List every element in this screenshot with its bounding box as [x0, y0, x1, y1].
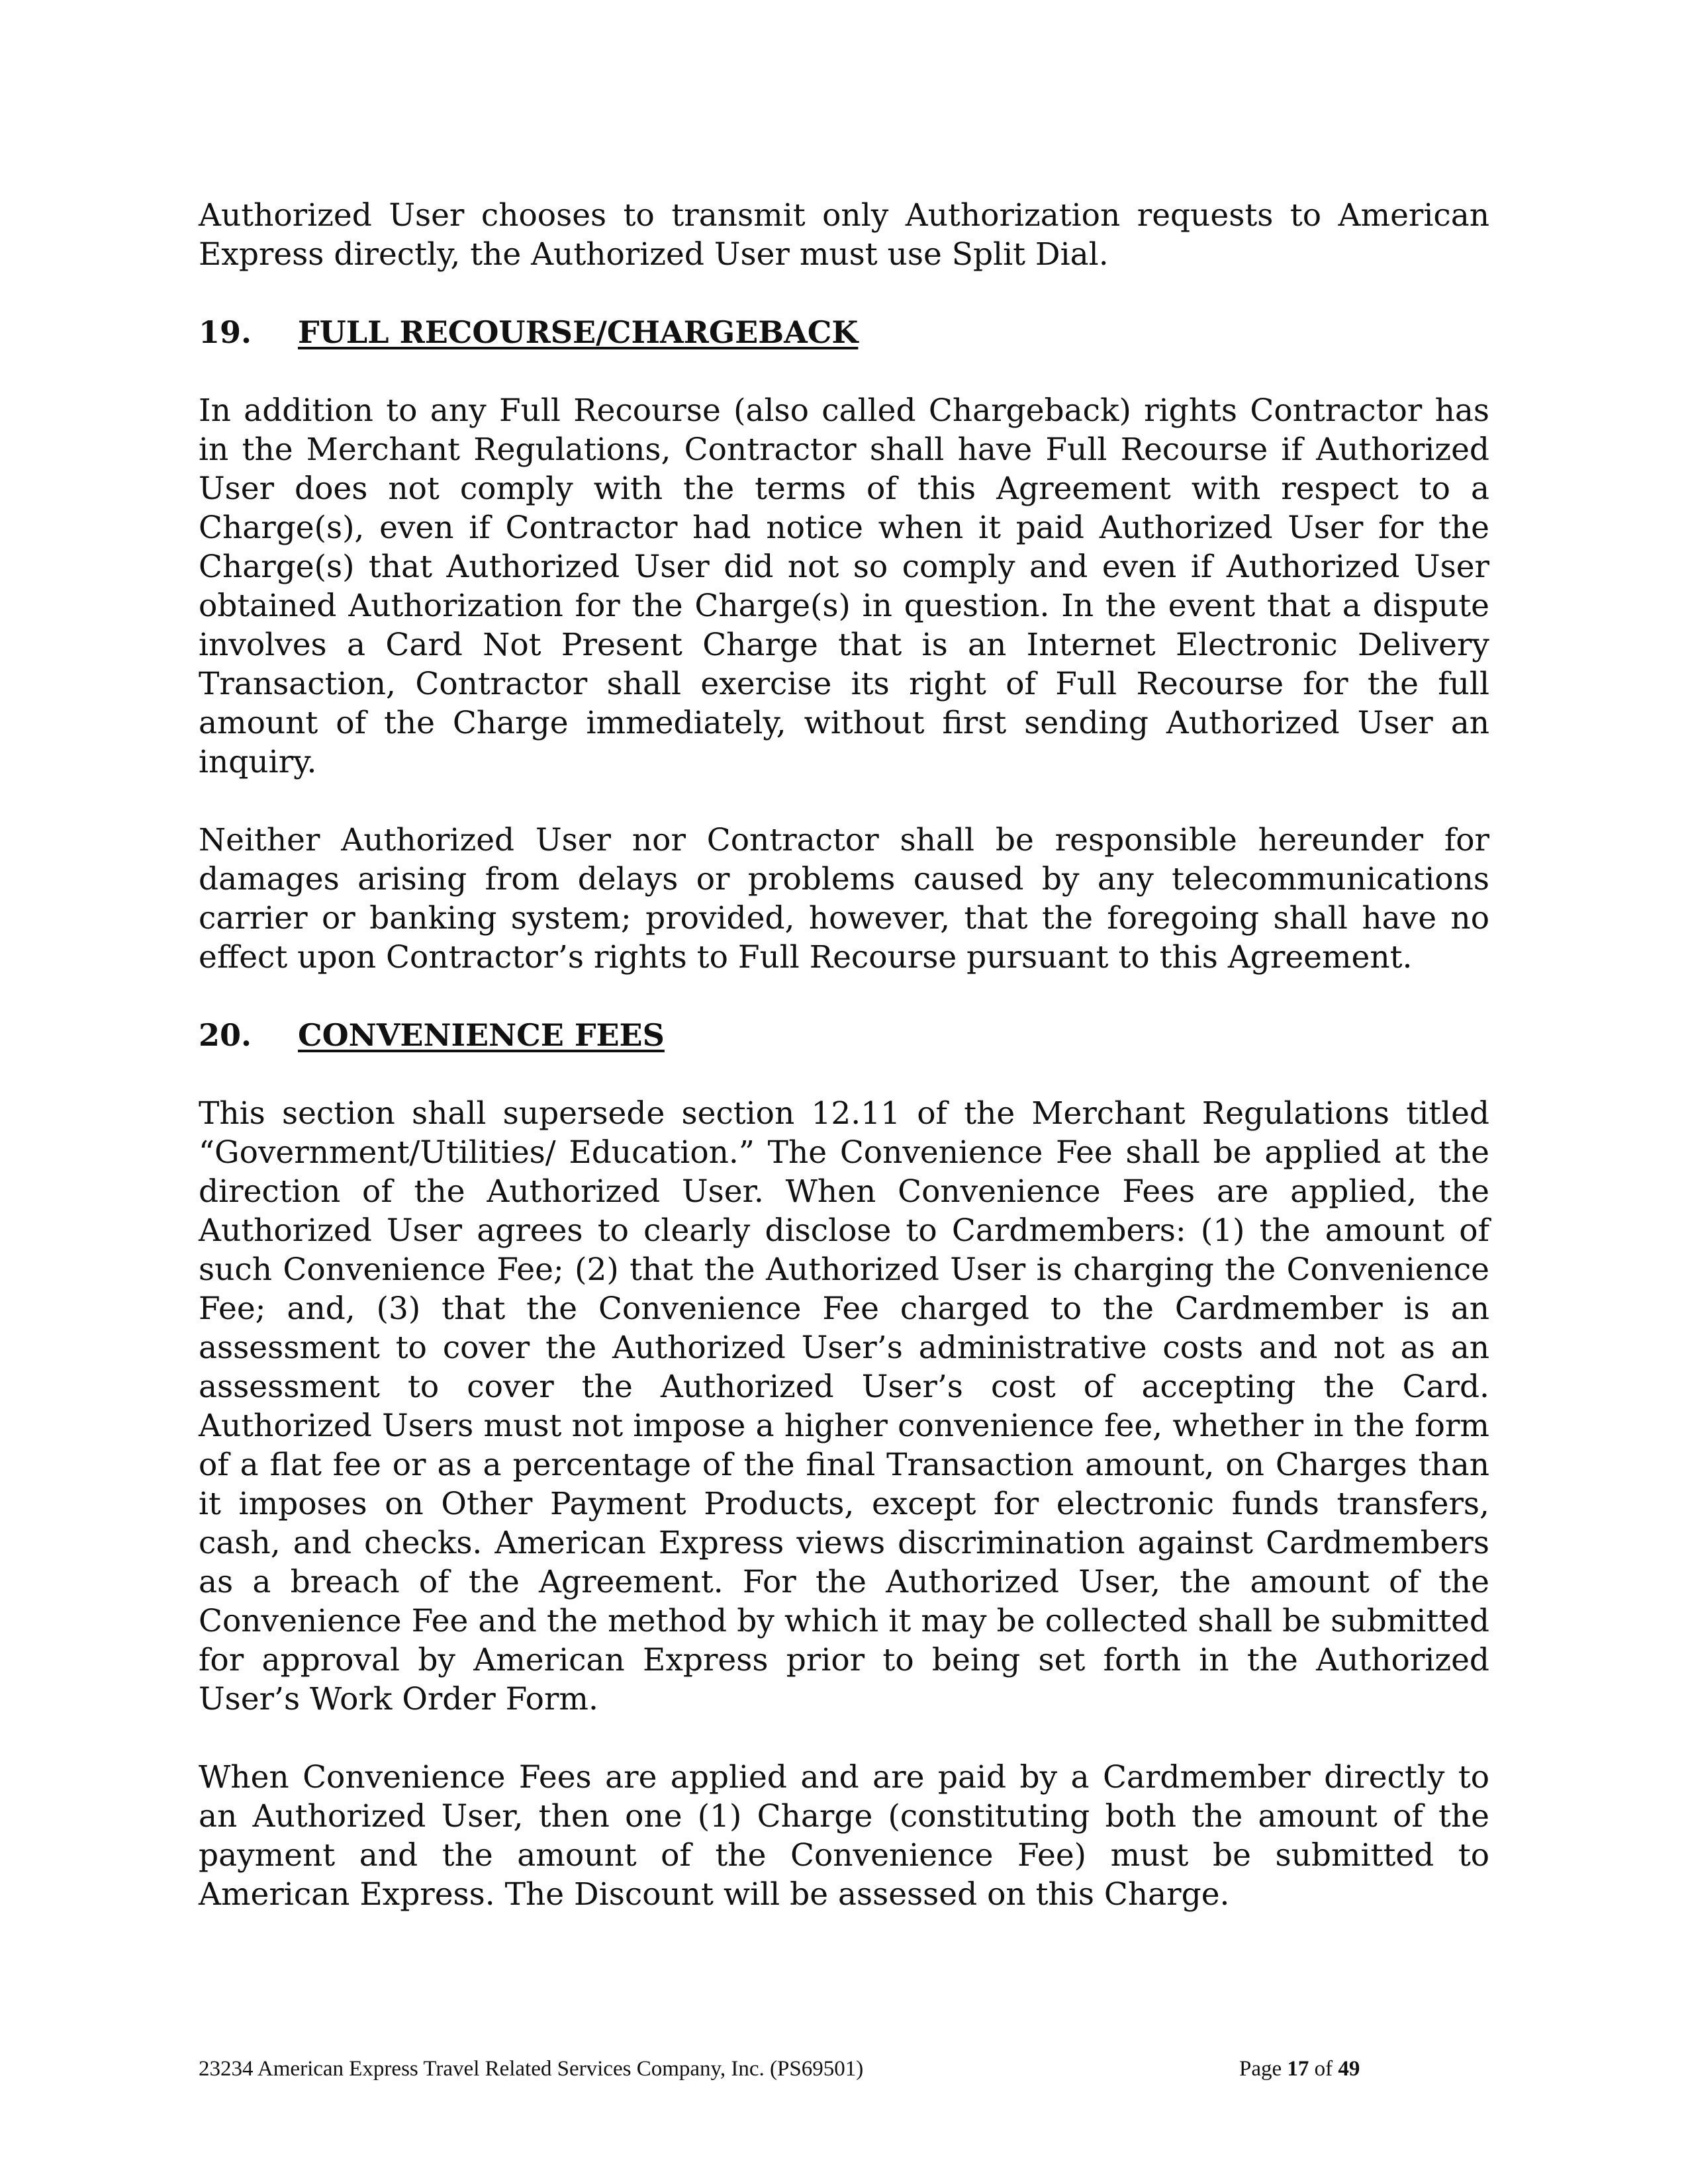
section-19-number: 19.: [199, 314, 252, 350]
spacer: [199, 977, 1489, 1016]
spacer: [199, 782, 1489, 821]
section-20-heading: [199, 1016, 1489, 1055]
page-content: [199, 196, 1489, 1914]
footer-page-number: 17: [1287, 2057, 1309, 2081]
footer-page-label: Page: [1239, 2057, 1282, 2081]
section-20-title: CONVENIENCE FEES: [298, 1017, 665, 1053]
section-20-paragraph-1: This section shall supersede section 12.11 of the Merchant Regulations titled “Government/Utilities/ Education.” The Convenience Fee shall be applied at the direction of the Authorized User. When Convenience Fees are applied, the Authorized User agrees to clearly disclose to Cardmembers: (1) the amount of such Convenience Fee; (2) that the Authorized User is charging the Convenience Fee; and, (3) that the Convenience Fee charged to the Cardmember is an assessment to cover the Authorized User’s administrative costs and not as an assessment to cover the Authorized User’s cost of accepting the Card. Authorized Users must not impose a higher convenience fee, whether in the form of a flat fee or as a percentage of the final Transaction amount, on Charges than it imposes on Other Payment Products, except for electronic funds transfers, cash, and checks. American Express views discrimination against Cardmembers as a breach of the Agreement. For the Authorized User, the amount of the Convenience Fee and the method by which it may be collected shall be submitted for approval by American Express prior to being set forth in the Authorized User’s Work Order Form.: [199, 1095, 1489, 1717]
footer-page-indicator: [1239, 2056, 1360, 2082]
section-19-paragraph-2: Neither Authorized User nor Contractor shall be responsible hereunder for damages arising from delays or problems caused by any telecommunications carrier or banking system; provided, however, that the foregoing shall have no effect upon Contractor’s rights to Full Recourse pursuant to this Agreement.: [199, 822, 1489, 976]
continuation-paragraph: Authorized User chooses to transmit only Authorization requests to American Express directly, the Authorized User must use Split Dial.: [199, 197, 1489, 273]
footer-page-total: 49: [1338, 2057, 1360, 2081]
section-20-paragraph-2: When Convenience Fees are applied and are paid by a Cardmember directly to an Authorized User, then one (1) Charge (constituting both the amount of the payment and the amount of the Convenience Fee) must be submitted to American Express. The Discount will be assessed on this Charge.: [199, 1759, 1489, 1913]
spacer: [199, 1055, 1489, 1094]
footer-document-id: 23234 American Express Travel Related Services Company, Inc. (PS69501): [199, 2057, 864, 2081]
section-20-number: 20.: [199, 1017, 252, 1053]
section-19-title: FULL RECOURSE/CHARGEBACK: [298, 314, 859, 350]
spacer: [199, 352, 1489, 391]
section-19-heading: [199, 313, 1489, 352]
section-19-paragraph-1: In addition to any Full Recourse (also called Chargeback) rights Contractor has in the Merchant Regulations, Contractor shall have Full Recourse if Authorized User does not comply with the terms of this Agreement with respect to a Charge(s), even if Contractor had notice when it paid Authorized User for the Charge(s) that Authorized User did not so comply and even if Authorized User obtained Authorization for the Charge(s) in question. In the event that a dispute involves a Card Not Present Charge that is an Internet Electronic Delivery Transaction, Contractor shall exercise its right of Full Recourse for the full amount of the Charge immediately, without first sending Authorized User an inquiry.: [199, 392, 1489, 780]
spacer: [199, 1719, 1489, 1758]
footer-of-label: of: [1314, 2057, 1333, 2081]
spacer: [199, 274, 1489, 313]
